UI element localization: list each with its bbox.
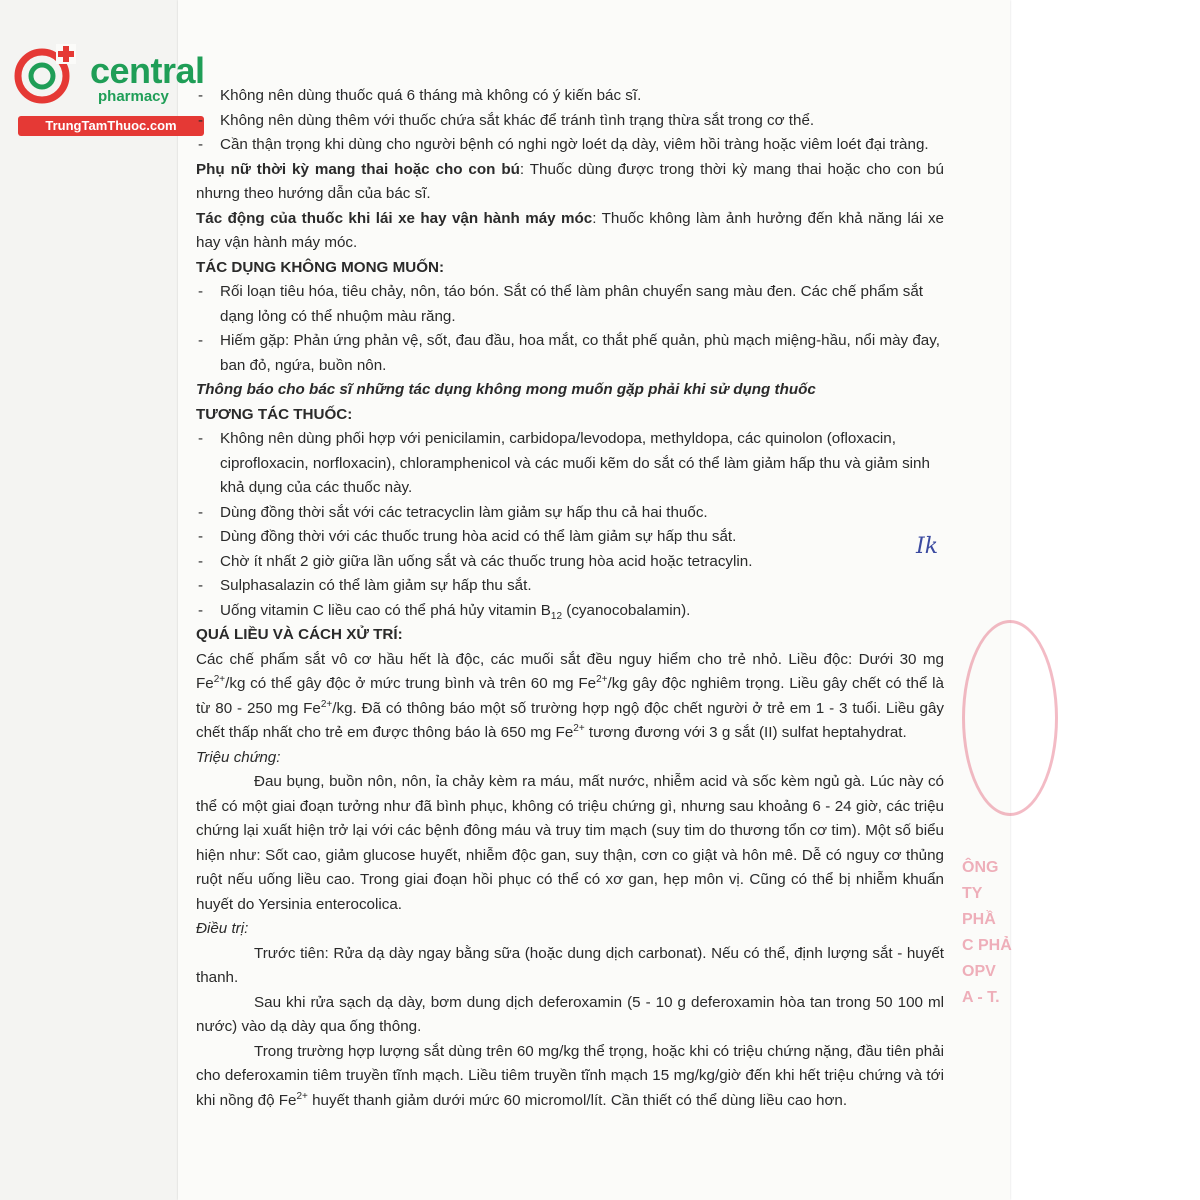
notice-text: Thông báo cho bác sĩ những tác dụng không mong muốn gặp phải khi sử dụng thuốc <box>196 381 816 398</box>
logo-brand-text: central <box>90 50 205 91</box>
fe-superscript: 2+ <box>213 673 226 685</box>
list-item: - Dùng đồng thời với các thuốc trung hòa acid có thể làm giảm sự hấp thu sắt. <box>196 525 944 550</box>
logo-mark-icon <box>12 40 78 106</box>
list-item: - Sulphasalazin có thể làm giảm sự hấp thu sắt. <box>196 574 944 599</box>
overdose-text-2: /kg có thể gây độc ở mức trung bình và trên 60 mg Fe <box>225 675 597 692</box>
driving-text: : Thuốc không làm ảnh hưởng đến khả năng lái xe hay vận hành máy móc. <box>196 209 944 251</box>
list-item: - Không nên dùng phối hợp với penicilamin, carbidopa/levodopa, methyldopa, các quinolon (ofloxacin, ciprofloxacin, norfloxacin), chloramphenicol và các muối kẽm do sắt có thể làm giảm hấp thu và giảm sinh khả dụng của các thuốc này. <box>196 427 944 501</box>
list-item: - Chờ ít nhất 2 giờ giữa lần uống sắt và các thuốc trung hòa acid hoặc tetracylin. <box>196 550 944 575</box>
company-stamp <box>962 855 1022 1015</box>
section-heading-overdose: QUÁ LIỀU VÀ CÁCH XỬ TRÍ: <box>196 626 403 643</box>
stamp-line: A - T. <box>962 989 1000 1006</box>
vitamin-text-a: Uống vitamin C liều cao có thể phá hủy vitamin B <box>220 601 551 619</box>
section-heading-side-effects: TÁC DỤNG KHÔNG MONG MUỐN: <box>196 258 445 276</box>
list-item: - Không nên dùng thêm với thuốc chứa sắt khác để tránh tình trạng thừa sắt trong cơ thể. <box>196 109 944 134</box>
fe-superscript: 2+ <box>296 1090 308 1102</box>
fe-superscript: 2+ <box>596 673 608 685</box>
vitamin-subscript: 12 <box>550 610 563 622</box>
driving-label: Tác động của thuốc khi lái xe hay vận hành máy móc <box>196 209 593 227</box>
list-item: - Cần thận trọng khi dùng cho người bệnh có nghi ngờ loét dạ dày, viêm hồi tràng hoặc viêm loét đại tràng. <box>196 133 944 158</box>
logo-url-badge: TrungTamThuoc.com <box>18 116 204 136</box>
pregnancy-text: : Thuốc dùng được trong thời kỳ mang thai hoặc cho con bú nhưng theo hướng dẫn của bác sĩ. <box>196 160 944 202</box>
section-heading-interactions: TƯƠNG TÁC THUỐC: <box>196 405 353 423</box>
list-item <box>196 599 944 624</box>
pregnancy-label: Phụ nữ thời kỳ mang thai hoặc cho con bú <box>196 160 520 178</box>
fe-superscript: 2+ <box>573 722 585 734</box>
fe-superscript: 2+ <box>320 698 333 710</box>
handwritten-signature: Ik <box>916 534 939 559</box>
treatment-paragraph-1: Trước tiên: Rửa dạ dày ngay bằng sữa (hoặc dung dịch carbonat). Nếu có thể, định lượng sắt - huyết thanh. <box>196 944 944 986</box>
symptoms-label: Triệu chứng: <box>196 748 281 766</box>
document-content <box>196 84 944 1113</box>
stamp-line: ÔNG TY <box>962 859 999 902</box>
vitamin-text-b: (cyanocobalamin). <box>562 601 691 619</box>
stamp-line: PHẦ <box>962 911 996 928</box>
driving-paragraph <box>196 207 944 256</box>
logo-sub-text: pharmacy <box>98 88 169 105</box>
list-item: - Rối loạn tiêu hóa, tiêu chảy, nôn, táo bón. Sắt có thể làm phân chuyển sang màu đen. Các chế phẩm sắt dạng lỏng có thể nhuộm màu răng. <box>196 280 944 329</box>
overdose-text-4: /kg. Đã có thông báo một số trường hợp ngộ độc chết người ở trẻ em 1 - 3 tuổi. Liều gây chết thấp nhất cho trẻ em được thông báo là 650 mg Fe <box>196 699 944 741</box>
list-item: - Dùng đồng thời sắt với các tetracyclin làm giảm sự hấp thu cả hai thuốc. <box>196 501 944 526</box>
overdose-text-1: Các chế phẩm sắt vô cơ hầu hết là độc, các muối sắt đều nguy hiểm cho trẻ nhỏ. Liều độc: Dưới 30 mg Fe <box>196 650 944 692</box>
treatment-label: Điều trị: <box>196 920 249 937</box>
stamp-line: C PHẢ <box>962 937 1012 954</box>
symptoms-paragraph: Đau bụng, buồn nôn, nôn, ỉa chảy kèm ra máu, mất nước, nhiễm acid và sốc kèm ngủ gà. Lúc này có thể có một giai đoạn tưởng như đã bình phục, không có triệu chứng gì, nhưng sau khoảng 6 - 24 giờ, các triệu chứng lại xuất hiện trở lại với các bệnh đông máu và truy tim mạch (suy tim do thương tổn cơ tim). Một số biểu hiện như: Sốt cao, giảm glucose huyết, nhiễm độc gan, suy thận, cơn co giật và hôn mê. Dễ có nguy cơ thủng ruột nếu uống liều cao. Trong giai đoạn hồi phục có thể có xơ gan, hẹp môn vị. Cũng có thể bị nhiễm khuẩn huyết do Yersinia enterocolica. <box>196 773 944 913</box>
page-margin-right <box>1004 0 1200 1200</box>
list-item: - Không nên dùng thuốc quá 6 tháng mà không có ý kiến bác sĩ. <box>196 84 944 109</box>
treatment-text-a: Trong trường hợp lượng sắt dùng trên 60 mg/kg thể trọng, hoặc khi có triệu chứng nặng, đầu tiên phải cho deferoxamin tiêm truyền tĩnh mạch. Liều tiêm truyền tĩnh mạch 15 mg/kg/giờ đến khi hết triệu chứng và tới khi nồng độ Fe <box>196 1042 944 1109</box>
pregnancy-paragraph <box>196 158 944 207</box>
treatment-text-b: huyết thanh giảm dưới mức 60 micromol/lít. Cần thiết có thể dùng liều cao hơn. <box>307 1091 848 1109</box>
stamp-line: OPV <box>962 963 996 980</box>
treatment-paragraph-3 <box>196 1040 944 1114</box>
overdose-paragraph <box>196 648 944 746</box>
overdose-text-5: tương đương với 3 g sắt (II) sulfat heptahydrat. <box>584 724 907 741</box>
overdose-text-3: /kg gây độc nghiêm trọng. Liều gây chết có thể là từ 80 - 250 mg Fe <box>196 675 944 717</box>
list-item: - Hiếm gặp: Phản ứng phản vệ, sốt, đau đầu, hoa mắt, co thắt phế quản, phù mạch miệng-hầu, nổi mày đay, ban đỏ, ngứa, buồn nôn. <box>196 329 944 378</box>
treatment-paragraph-2: Sau khi rửa sạch dạ dày, bơm dung dịch deferoxamin (5 - 10 g deferoxamin hòa tan trong 50 100 ml nước) vào dạ dày qua ống thông. <box>196 993 944 1035</box>
central-pharmacy-logo[interactable] <box>8 36 218 136</box>
red-stamp-seal <box>962 620 1058 816</box>
